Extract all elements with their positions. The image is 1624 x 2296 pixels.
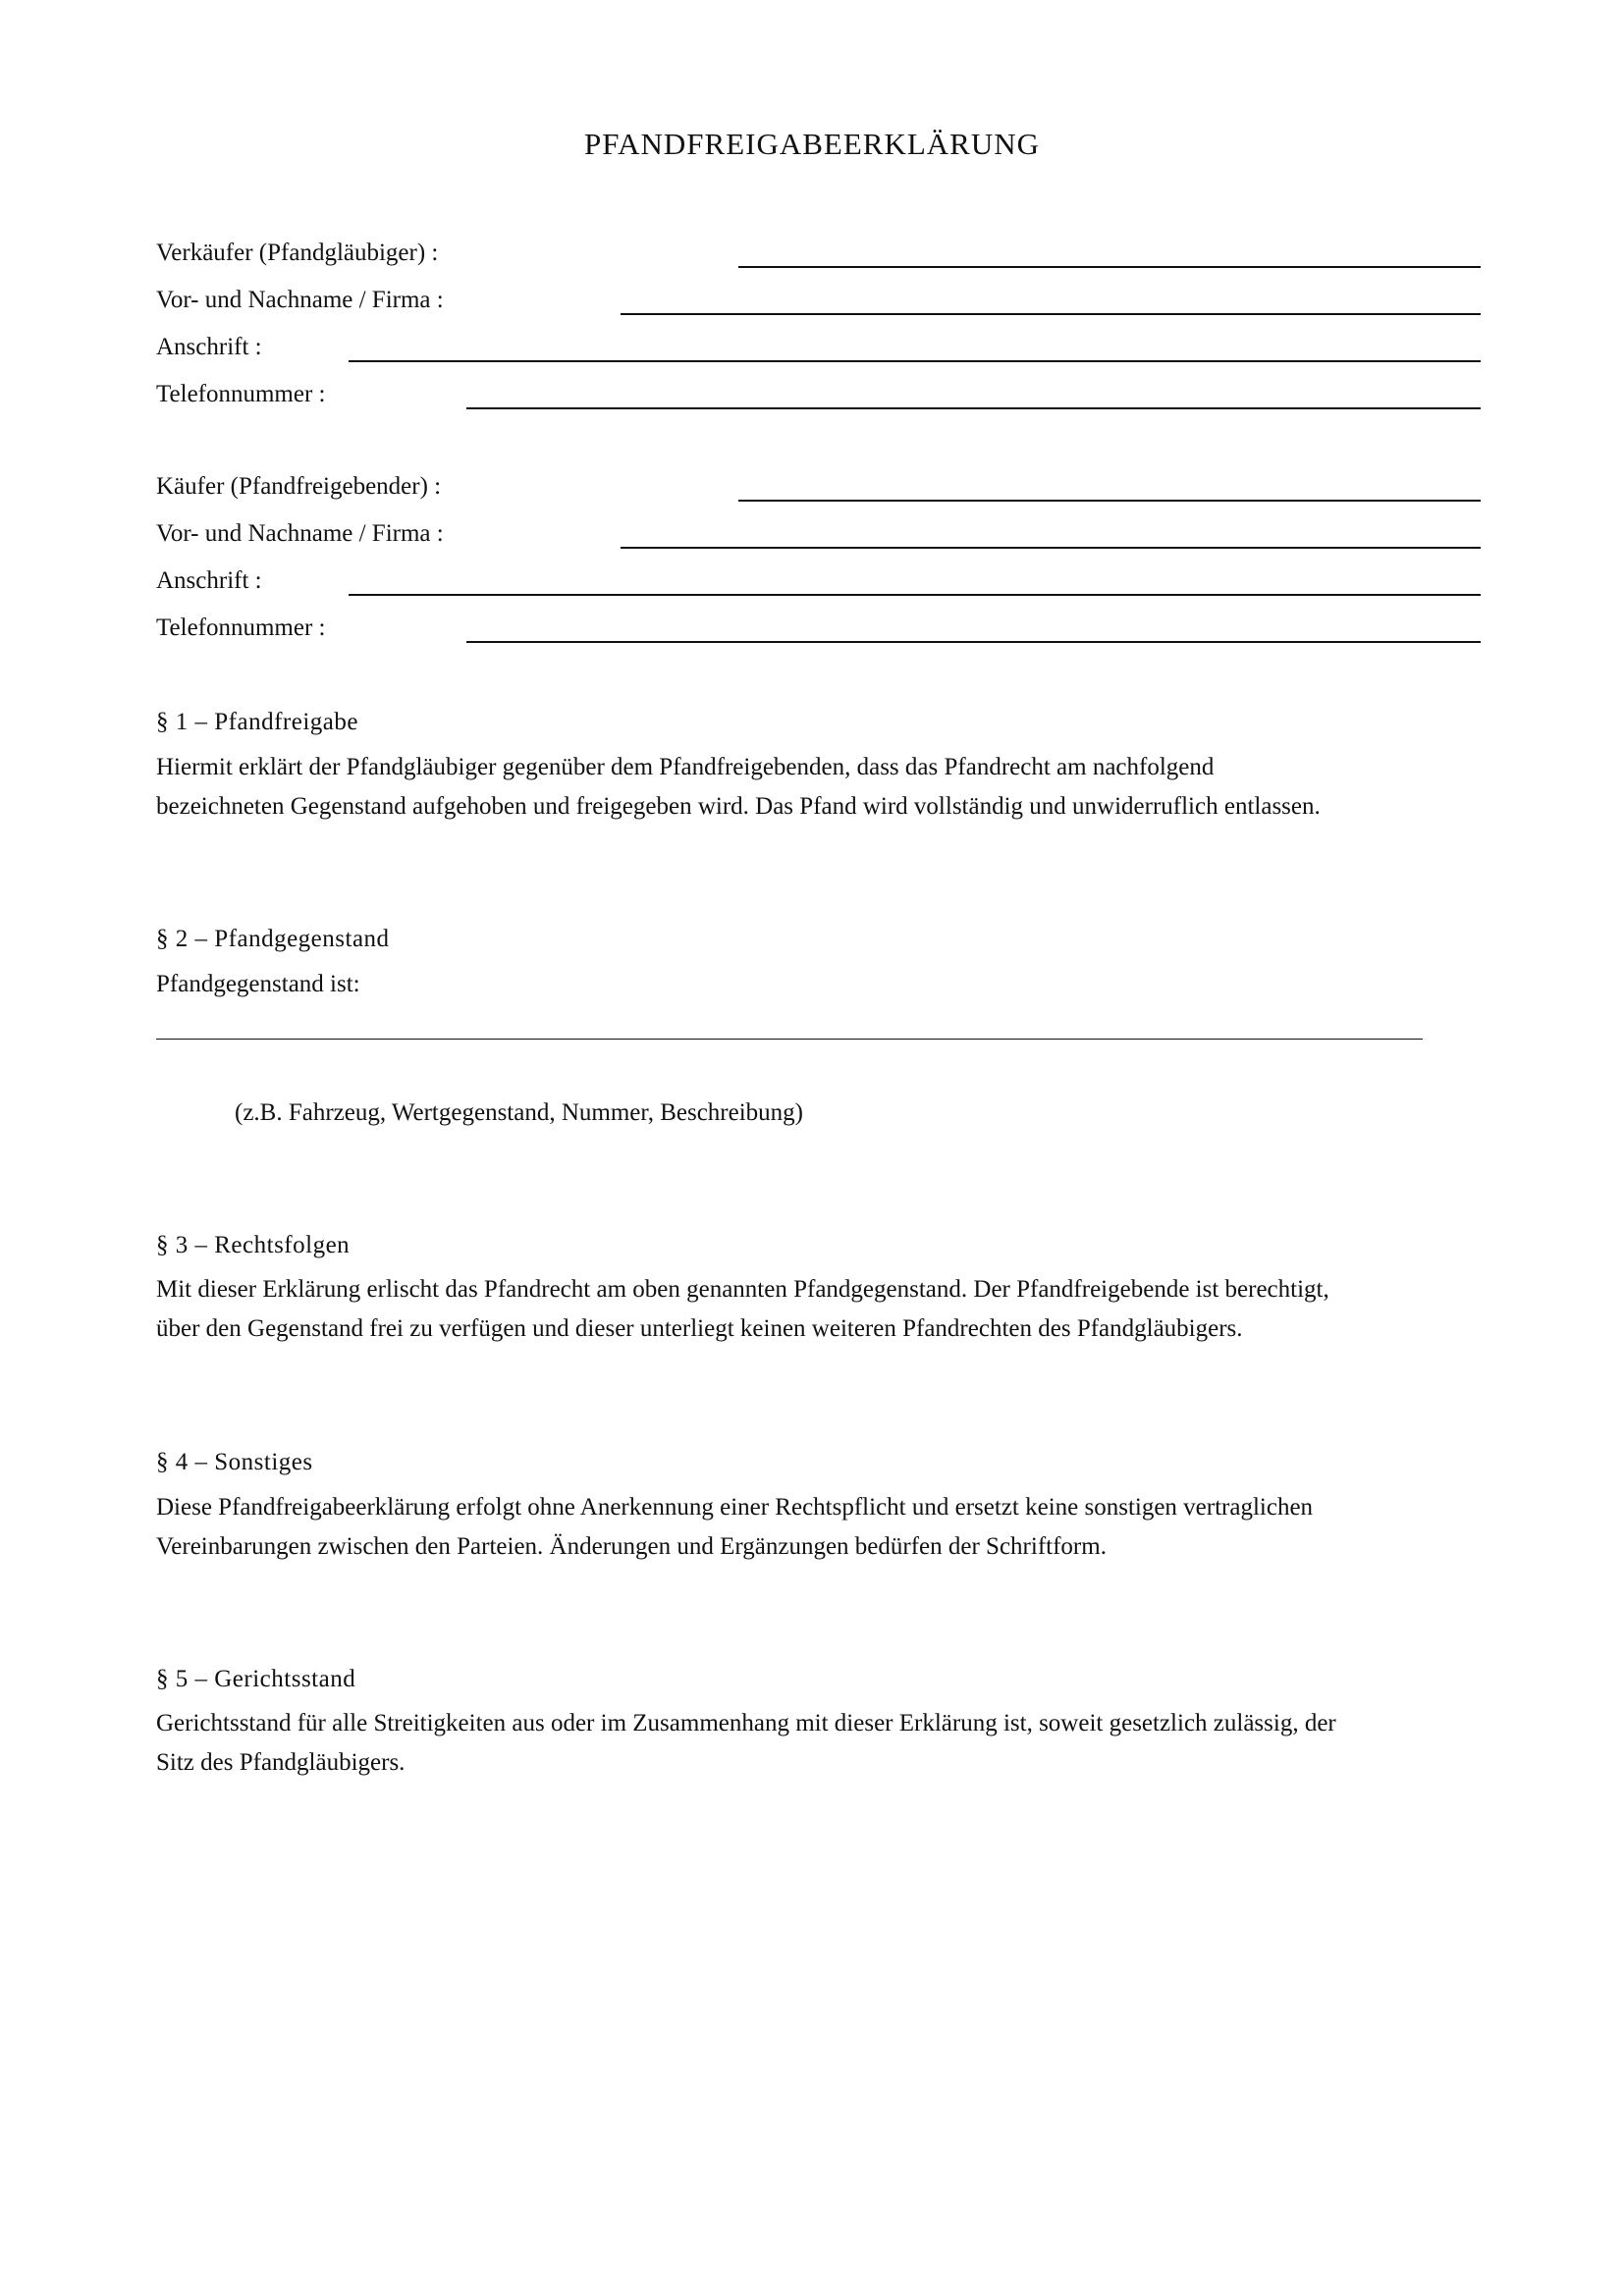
section-5-text xyxy=(156,1704,1484,1783)
buyer-role-field[interactable] xyxy=(738,500,1481,502)
seller-phone-label: Telefonnummer : xyxy=(156,381,326,407)
section-5-line: Gerichtsstand für alle Streitigkeiten aus oder im Zusammenhang mit dieser Erklärung ist, soweit gesetzlich zulässig, der xyxy=(156,1710,1336,1736)
section-1-line: bezeichneten Gegenstand aufgehoben und freigegeben wird. Das Pfand wird vollständig und unwiderruflich entlassen. xyxy=(156,793,1321,820)
buyer-phone-label: Telefonnummer : xyxy=(156,614,326,641)
buyer-phone-row xyxy=(156,609,1481,648)
section-3-line: über den Gegenstand frei zu verfügen und dieser unterliegt keinen weiteren Pfandrechten des Pfandgläubigers. xyxy=(156,1315,1243,1342)
section-1-heading: § 1 – Pfandfreigabe xyxy=(156,709,358,735)
pledged-item-field[interactable] xyxy=(156,1039,1423,1040)
seller-address-row xyxy=(156,328,1481,367)
section-2-heading: § 2 – Pfandgegenstand xyxy=(156,926,390,952)
pledged-item-hint: (z.B. Fahrzeug, Wertgegenstand, Nummer, Beschreibung) xyxy=(235,1099,803,1126)
buyer-name-field[interactable] xyxy=(621,547,1481,549)
section-5-line: Sitz des Pfandgläubigers. xyxy=(156,1749,406,1776)
section-2-line: Pfandgegenstand ist: xyxy=(156,971,360,997)
seller-role-row xyxy=(156,234,1481,273)
seller-name-field[interactable] xyxy=(621,313,1481,315)
section-3-line: Mit dieser Erklärung erlischt das Pfandrecht am oben genannten Pfandgegenstand. Der Pfandfreigebende ist berechtigt, xyxy=(156,1276,1329,1303)
section-1-line: Hiermit erklärt der Pfandgläubiger gegenüber dem Pfandfreigebenden, dass das Pfandrecht am nachfolgend xyxy=(156,754,1215,780)
buyer-role-label: Käufer (Pfandfreigebender) : xyxy=(156,473,442,500)
buyer-role-row xyxy=(156,467,1481,507)
section-2-text xyxy=(156,965,1484,1004)
buyer-address-field[interactable] xyxy=(349,594,1481,596)
section-4-heading: § 4 – Sonstiges xyxy=(156,1449,313,1475)
seller-address-label: Anschrift : xyxy=(156,334,262,360)
seller-name-label: Vor- und Nachname / Firma : xyxy=(156,287,444,313)
seller-name-row xyxy=(156,281,1481,320)
seller-role-field[interactable] xyxy=(738,266,1481,268)
buyer-address-label: Anschrift : xyxy=(156,567,262,594)
section-4-text xyxy=(156,1488,1484,1567)
section-3-text xyxy=(156,1270,1484,1349)
section-5-heading: § 5 – Gerichtsstand xyxy=(156,1666,356,1692)
seller-phone-field[interactable] xyxy=(466,407,1481,409)
section-4-line: Vereinbarungen zwischen den Parteien. Änderungen und Ergänzungen bedürfen der Schriftform. xyxy=(156,1533,1107,1560)
seller-address-field[interactable] xyxy=(349,360,1481,362)
seller-role-label: Verkäufer (Pfandgläubiger) : xyxy=(156,240,439,266)
buyer-address-row xyxy=(156,561,1481,601)
seller-phone-row xyxy=(156,375,1481,414)
document-title: PFANDFREIGABEERKLÄRUNG xyxy=(583,127,1041,161)
section-3-heading: § 3 – Rechtsfolgen xyxy=(156,1232,351,1258)
section-4-line: Diese Pfandfreigabeerklärung erfolgt ohne Anerkennung einer Rechtspflicht und ersetzt keine sonstigen vertraglichen xyxy=(156,1494,1314,1521)
section-1-text xyxy=(156,748,1484,827)
buyer-name-row xyxy=(156,514,1481,554)
buyer-phone-field[interactable] xyxy=(466,641,1481,643)
buyer-name-label: Vor- und Nachname / Firma : xyxy=(156,520,444,547)
